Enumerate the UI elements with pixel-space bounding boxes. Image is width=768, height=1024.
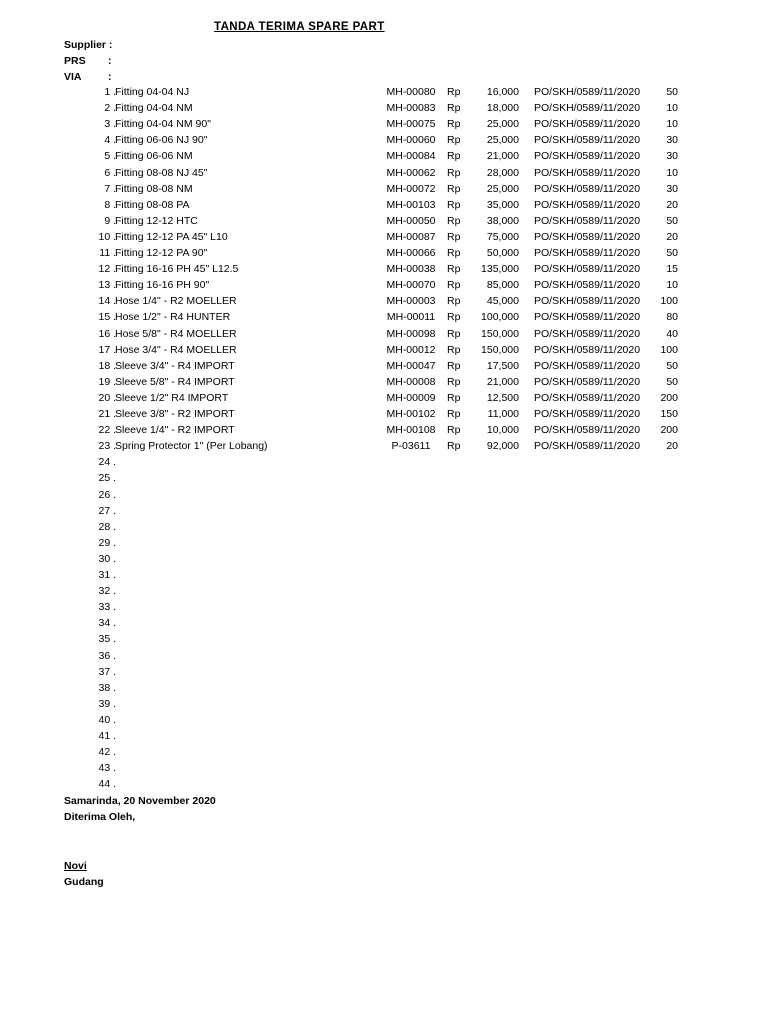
item-code: MH-00083	[386, 102, 436, 115]
item-row	[0, 553, 768, 568]
po-number: PO/SKH/0589/11/2020	[534, 408, 641, 420]
item-price: 25,000	[486, 118, 519, 131]
po-number: PO/SKH/0589/11/2020	[534, 359, 641, 372]
currency: Rp	[447, 327, 461, 340]
item-quantity: 30	[666, 182, 678, 195]
item-row	[0, 698, 768, 713]
po-number: PO/SKH/0589/11/2020	[534, 230, 641, 243]
item-name: Hose 1/2" - R4 HUNTER	[115, 311, 231, 324]
currency: Rp	[447, 198, 461, 211]
item-price: 85,000	[486, 279, 519, 292]
item-number: 44 .	[98, 778, 116, 791]
item-number: 22 .	[98, 424, 116, 437]
item-number: 6 .	[104, 166, 116, 179]
po-number: PO/SKH/0589/11/2020	[534, 295, 641, 308]
item-name: Fitting 08-08 NM	[115, 182, 193, 195]
item-row	[0, 134, 768, 149]
currency: Rp	[447, 214, 461, 227]
item-number: 7 .	[104, 182, 116, 195]
item-number: 27 .	[98, 504, 116, 517]
item-number: 36 .	[98, 649, 116, 662]
currency: Rp	[447, 86, 461, 98]
item-price: 100,000	[481, 311, 519, 324]
currency: Rp	[447, 391, 461, 404]
item-number: 25 .	[98, 472, 116, 485]
item-number: 23 .	[98, 440, 116, 453]
item-name: Fitting 16-16 PH 90"	[115, 279, 210, 292]
item-code: MH-00102	[386, 408, 436, 420]
item-code: MH-00075	[386, 118, 436, 131]
currency: Rp	[447, 102, 461, 115]
item-number: 38 .	[98, 681, 116, 694]
item-code: MH-00009	[386, 391, 436, 404]
item-row	[0, 537, 768, 552]
item-row	[0, 231, 768, 246]
item-row	[0, 392, 768, 407]
item-row	[0, 521, 768, 536]
item-number: 32 .	[98, 585, 116, 598]
item-number: 15 .	[98, 311, 116, 324]
item-number: 1 .	[104, 86, 116, 98]
item-row	[0, 633, 768, 648]
item-code: MH-00062	[386, 166, 436, 179]
currency: Rp	[447, 166, 461, 179]
item-number: 28 .	[98, 520, 116, 533]
item-row	[0, 102, 768, 117]
item-quantity: 10	[666, 118, 678, 131]
item-name: Sleeve 3/8" - R2 IMPORT	[115, 408, 235, 420]
item-row	[0, 714, 768, 729]
item-quantity: 10	[666, 102, 678, 115]
item-row	[0, 118, 768, 133]
item-code: MH-00038	[386, 263, 436, 276]
supplier-label: Supplier :	[64, 39, 113, 51]
item-quantity: 20	[666, 198, 678, 211]
item-price: 75,000	[486, 230, 519, 243]
item-quantity: 50	[666, 375, 678, 388]
item-price: 11,000	[487, 408, 519, 420]
item-name: Fitting 04-04 NJ	[115, 86, 190, 98]
po-number: PO/SKH/0589/11/2020	[534, 343, 641, 356]
item-row	[0, 328, 768, 343]
item-name: Fitting 12-12 HTC	[115, 214, 198, 227]
po-number: PO/SKH/0589/11/2020	[534, 375, 641, 388]
received-by-label: Diterima Oleh,	[64, 811, 136, 823]
item-row	[0, 505, 768, 520]
item-code: MH-00047	[386, 359, 436, 372]
item-number: 5 .	[104, 150, 116, 163]
item-code: MH-00103	[386, 198, 436, 211]
currency: Rp	[447, 150, 461, 163]
po-number: PO/SKH/0589/11/2020	[534, 150, 641, 163]
item-code: MH-00008	[386, 375, 436, 388]
item-row	[0, 199, 768, 214]
po-number: PO/SKH/0589/11/2020	[534, 214, 641, 227]
item-number: 4 .	[104, 134, 116, 147]
currency: Rp	[447, 182, 461, 195]
item-price: 92,000	[486, 440, 519, 453]
po-number: PO/SKH/0589/11/2020	[534, 134, 641, 147]
po-number: PO/SKH/0589/11/2020	[534, 279, 641, 292]
item-row	[0, 730, 768, 745]
item-row	[0, 778, 768, 793]
item-code: MH-00108	[386, 424, 436, 437]
item-name: Fitting 06-06 NJ 90"	[115, 134, 208, 147]
item-row	[0, 247, 768, 262]
item-number: 9 .	[104, 214, 116, 227]
item-number: 16 .	[98, 327, 116, 340]
item-number: 11 .	[99, 247, 116, 259]
item-name: Fitting 12-12 PA 45" L10	[115, 230, 228, 243]
item-quantity: 50	[666, 247, 678, 259]
item-number: 33 .	[98, 601, 116, 614]
item-number: 12 .	[98, 263, 116, 276]
item-price: 12,500	[486, 391, 519, 404]
item-name: Fitting 04-04 NM 90"	[115, 118, 211, 131]
item-row	[0, 183, 768, 198]
item-name: Spring Protector 1" (Per Lobang)	[115, 440, 268, 453]
prs-colon: :	[108, 55, 112, 67]
item-number: 43 .	[98, 762, 116, 775]
currency: Rp	[447, 134, 461, 147]
item-row	[0, 489, 768, 504]
item-number: 17 .	[98, 343, 116, 356]
item-row	[0, 585, 768, 600]
item-name: Fitting 08-08 PA	[115, 198, 190, 211]
po-number: PO/SKH/0589/11/2020	[534, 440, 641, 453]
po-number: PO/SKH/0589/11/2020	[534, 86, 641, 98]
po-number: PO/SKH/0589/11/2020	[534, 102, 641, 115]
item-number: 19 .	[98, 375, 116, 388]
via-colon: :	[108, 71, 112, 83]
item-name: Sleeve 3/4" - R4 IMPORT	[115, 359, 235, 372]
po-number: PO/SKH/0589/11/2020	[534, 391, 641, 404]
item-row	[0, 311, 768, 326]
item-code: MH-00050	[386, 214, 436, 227]
item-number: 42 .	[98, 746, 116, 759]
document-title: TANDA TERIMA SPARE PART	[214, 21, 385, 33]
item-price: 150,000	[481, 343, 519, 356]
item-quantity: 200	[660, 424, 678, 437]
currency: Rp	[447, 295, 461, 308]
item-number: 13 .	[98, 279, 116, 292]
item-price: 21,000	[486, 150, 519, 163]
item-row	[0, 150, 768, 165]
currency: Rp	[447, 230, 461, 243]
item-quantity: 20	[666, 230, 678, 243]
item-number: 37 .	[98, 665, 116, 678]
item-price: 35,000	[486, 198, 519, 211]
item-name: Fitting 12-12 PA 90"	[115, 247, 208, 259]
item-number: 8 .	[104, 198, 116, 211]
item-row	[0, 279, 768, 294]
item-row	[0, 569, 768, 584]
item-name: Fitting 08-08 NJ 45"	[115, 166, 208, 179]
item-price: 150,000	[481, 327, 519, 340]
item-quantity: 150	[660, 408, 678, 420]
item-quantity: 15	[666, 263, 678, 276]
currency: Rp	[447, 311, 461, 324]
item-quantity: 20	[666, 440, 678, 453]
item-code: MH-00098	[386, 327, 436, 340]
po-number: PO/SKH/0589/11/2020	[534, 327, 641, 340]
item-code: MH-00087	[386, 230, 436, 243]
item-quantity: 40	[666, 327, 678, 340]
item-number: 20 .	[98, 391, 116, 404]
item-number: 18 .	[98, 359, 116, 372]
item-row	[0, 440, 768, 455]
item-row	[0, 746, 768, 761]
item-number: 26 .	[98, 488, 116, 501]
item-code: MH-00070	[386, 279, 436, 292]
item-number: 34 .	[98, 617, 116, 630]
po-number: PO/SKH/0589/11/2020	[534, 182, 641, 195]
item-name: Hose 1/4" - R2 MOELLER	[115, 295, 237, 308]
item-number: 40 .	[98, 713, 116, 726]
po-number: PO/SKH/0589/11/2020	[534, 263, 641, 276]
item-number: 29 .	[98, 536, 116, 549]
item-number: 31 .	[98, 569, 116, 581]
item-code: P-03611	[391, 440, 431, 453]
item-code: MH-00084	[386, 150, 436, 163]
item-quantity: 200	[660, 391, 678, 404]
currency: Rp	[447, 263, 461, 276]
currency: Rp	[447, 424, 461, 437]
item-number: 35 .	[98, 633, 116, 646]
item-row	[0, 167, 768, 182]
po-number: PO/SKH/0589/11/2020	[534, 311, 641, 324]
currency: Rp	[447, 279, 461, 292]
prs-label: PRS :	[64, 55, 112, 67]
item-row	[0, 376, 768, 391]
place-date: Samarinda, 20 November 2020	[64, 795, 216, 807]
item-row	[0, 360, 768, 375]
item-quantity: 30	[666, 134, 678, 147]
item-quantity: 100	[660, 343, 678, 356]
item-row	[0, 601, 768, 616]
item-number: 14 .	[98, 295, 116, 308]
item-row	[0, 424, 768, 439]
item-row	[0, 650, 768, 665]
item-name: Fitting 16-16 PH 45" L12.5	[115, 263, 239, 276]
item-price: 38,000	[486, 214, 519, 227]
item-quantity: 30	[666, 150, 678, 163]
item-price: 25,000	[486, 182, 519, 195]
item-code: MH-00003	[386, 295, 436, 308]
item-row	[0, 86, 768, 101]
currency: Rp	[447, 247, 461, 259]
item-price: 25,000	[486, 134, 519, 147]
item-name: Sleeve 1/4" - R2 IMPORT	[115, 424, 235, 437]
item-name: Hose 3/4" - R4 MOELLER	[115, 343, 237, 356]
item-price: 135,000	[481, 263, 519, 276]
signer-name: Novi	[64, 860, 87, 872]
item-number: 3 .	[104, 118, 116, 131]
item-price: 28,000	[486, 166, 519, 179]
item-row	[0, 666, 768, 681]
item-number: 2 .	[104, 102, 116, 115]
item-code: MH-00080	[386, 86, 436, 98]
item-name: Fitting 04-04 NM	[115, 102, 193, 115]
item-quantity: 10	[666, 279, 678, 292]
currency: Rp	[447, 408, 461, 420]
currency: Rp	[447, 375, 461, 388]
po-number: PO/SKH/0589/11/2020	[534, 247, 641, 259]
item-code: MH-00060	[386, 134, 436, 147]
item-price: 16,000	[486, 86, 519, 98]
item-quantity: 10	[666, 166, 678, 179]
item-number: 41 .	[98, 730, 116, 742]
item-price: 45,000	[486, 295, 519, 308]
item-code: MH-00012	[386, 343, 436, 356]
item-row	[0, 617, 768, 632]
item-price: 18,000	[486, 102, 519, 115]
item-number: 21 .	[98, 408, 116, 420]
item-code: MH-00072	[386, 182, 436, 195]
item-name: Fitting 06-06 NM	[115, 150, 193, 163]
item-row	[0, 456, 768, 471]
item-number: 10 .	[98, 230, 116, 243]
item-name: Sleeve 1/2" R4 IMPORT	[115, 391, 229, 404]
item-quantity: 80	[666, 311, 678, 324]
item-name: Hose 5/8" - R4 MOELLER	[115, 327, 237, 340]
item-quantity: 50	[666, 214, 678, 227]
signer-department: Gudang	[64, 876, 104, 888]
item-price: 10,000	[486, 424, 519, 437]
currency: Rp	[447, 118, 461, 131]
item-row	[0, 472, 768, 487]
item-code: MH-00066	[386, 247, 436, 259]
po-number: PO/SKH/0589/11/2020	[534, 166, 641, 179]
po-number: PO/SKH/0589/11/2020	[534, 198, 641, 211]
po-number: PO/SKH/0589/11/2020	[534, 424, 641, 437]
item-quantity: 50	[666, 359, 678, 372]
item-quantity: 100	[660, 295, 678, 308]
item-quantity: 50	[666, 86, 678, 98]
item-price: 17,500	[486, 359, 519, 372]
item-row	[0, 408, 768, 423]
item-code: MH-00011	[386, 311, 436, 324]
item-price: 50,000	[486, 247, 519, 259]
item-number: 39 .	[98, 697, 116, 710]
via-label: VIA :	[64, 71, 112, 83]
item-name: Sleeve 5/8" - R4 IMPORT	[115, 375, 235, 388]
item-number: 30 .	[98, 552, 116, 565]
item-price: 21,000	[486, 375, 519, 388]
item-row	[0, 263, 768, 278]
item-number: 24 .	[98, 456, 116, 469]
currency: Rp	[447, 440, 461, 453]
po-number: PO/SKH/0589/11/2020	[534, 118, 641, 131]
currency: Rp	[447, 359, 461, 372]
currency: Rp	[447, 343, 461, 356]
item-row	[0, 762, 768, 777]
item-row	[0, 344, 768, 359]
item-row	[0, 215, 768, 230]
item-row	[0, 682, 768, 697]
item-row	[0, 295, 768, 310]
